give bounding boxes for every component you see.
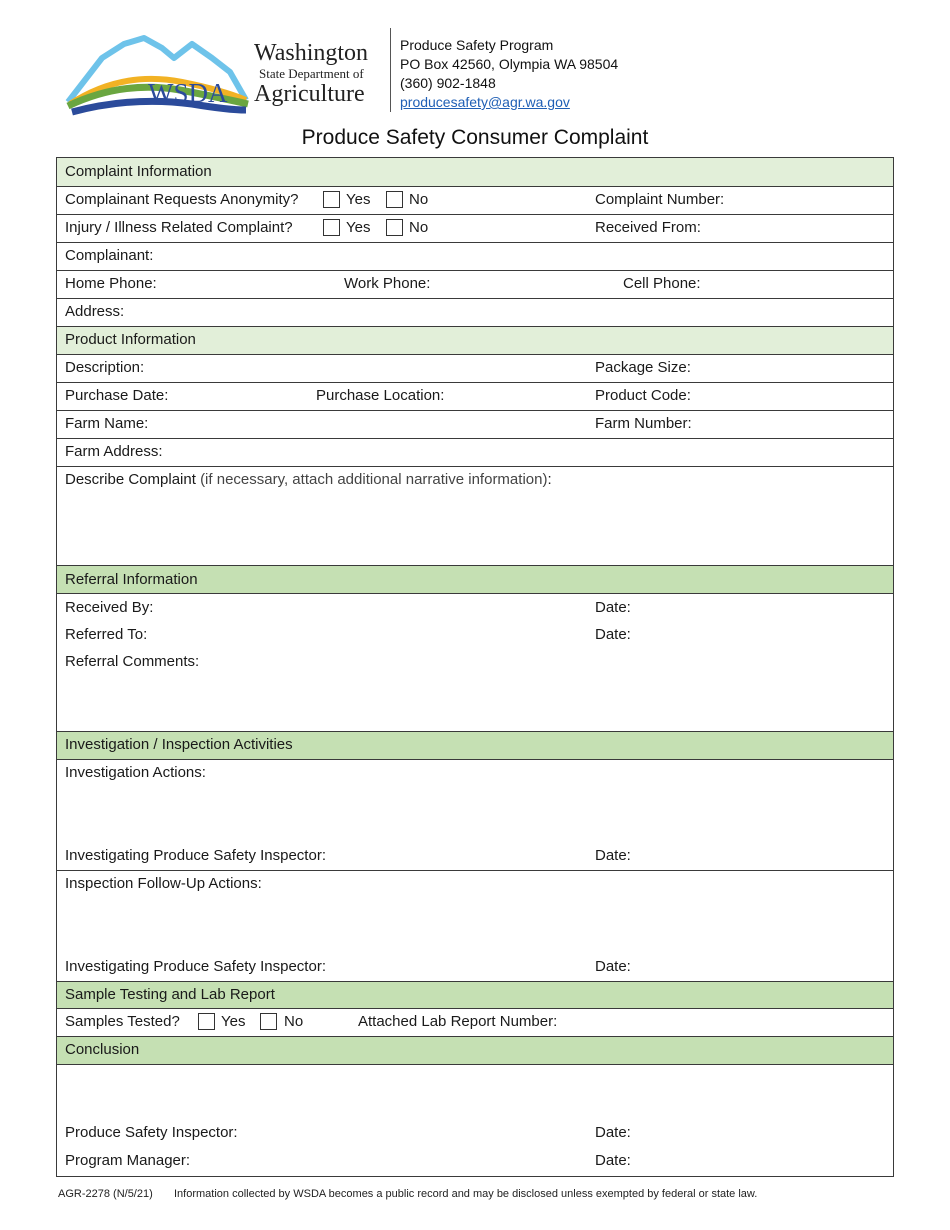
row-anonymity <box>57 187 893 215</box>
inspector-date-label: Date: <box>595 1124 631 1141</box>
anonymity-label: Complainant Requests Anonymity? <box>65 191 299 208</box>
section-title: Complaint Information <box>65 163 212 180</box>
lab-report-number-label: Attached Lab Report Number: <box>358 1013 558 1030</box>
referred-to-label: Referred To: <box>65 626 148 643</box>
farm-name-label: Farm Name: <box>65 415 149 432</box>
program-manager-date-label: Date: <box>595 1152 631 1169</box>
wsda-logo <box>62 30 252 118</box>
section-product-info <box>57 327 893 355</box>
injury-label: Injury / Illness Related Complaint? <box>65 219 293 236</box>
program-address: PO Box 42560, Olympia WA 98504 <box>400 56 619 72</box>
row-farm-address <box>57 439 893 467</box>
farm-address-label: Farm Address: <box>65 443 163 460</box>
received-by-date-label: Date: <box>595 599 631 616</box>
description-label: Description: <box>65 359 145 376</box>
row-complainant <box>57 243 893 271</box>
samples-yes-label: Yes <box>221 1013 246 1030</box>
followup-actions-label: Inspection Follow-Up Actions: <box>65 875 262 892</box>
injury-yes-checkbox[interactable] <box>323 219 340 236</box>
anonymity-yes-checkbox[interactable] <box>323 191 340 208</box>
purchase-date-label: Purchase Date: <box>65 387 169 404</box>
section-conclusion <box>57 1037 893 1065</box>
received-from-label: Received From: <box>595 219 701 236</box>
section-complaint-info <box>57 158 893 187</box>
complaint-form <box>56 157 894 1177</box>
logo-line-dept: State Department of <box>259 66 364 81</box>
row-injury <box>57 215 893 243</box>
samples-yes-checkbox[interactable] <box>198 1013 215 1030</box>
describe-complaint-hint: (if necessary, attach additional narrative information) <box>200 471 548 488</box>
row-description <box>57 355 893 383</box>
work-phone-label: Work Phone: <box>344 275 431 292</box>
package-size-label: Package Size: <box>595 359 691 376</box>
form-code: AGR-2278 (N/5/21) <box>58 1188 153 1200</box>
complainant-label: Complainant: <box>65 247 154 264</box>
program-manager-label: Program Manager: <box>65 1152 191 1169</box>
samples-tested-label: Samples Tested? <box>65 1013 180 1030</box>
purchase-location-label: Purchase Location: <box>316 387 445 404</box>
describe-complaint-label <box>65 471 552 489</box>
row-conclusion-block <box>57 1065 893 1176</box>
samples-no-label: No <box>284 1013 304 1030</box>
section-title: Sample Testing and Lab Report <box>65 986 275 1003</box>
investigating-inspector-label: Investigating Produce Safety Inspector: <box>65 847 326 864</box>
section-title: Conclusion <box>65 1041 140 1058</box>
header-divider <box>390 28 391 112</box>
program-email-link[interactable]: producesafety@agr.wa.gov <box>400 94 570 110</box>
investigation-date-label: Date: <box>595 847 631 864</box>
followup-date-label: Date: <box>595 958 631 975</box>
logo-line-agriculture: Agriculture <box>254 81 365 107</box>
anonymity-no-checkbox[interactable] <box>386 191 403 208</box>
logo-line-washington: Washington <box>254 40 369 66</box>
anonymity-yes-label: Yes <box>346 191 371 208</box>
contact-block <box>400 36 618 112</box>
program-phone: (360) 902-1848 <box>400 75 496 91</box>
complaint-number-label: Complaint Number: <box>595 191 725 208</box>
describe-complaint-colon: : <box>547 471 552 488</box>
received-by-label: Received By: <box>65 599 154 616</box>
row-phones <box>57 271 893 299</box>
section-referral-info <box>57 566 893 594</box>
followup-inspector-label: Investigating Produce Safety Inspector: <box>65 958 326 975</box>
home-phone-label: Home Phone: <box>65 275 157 292</box>
product-code-label: Product Code: <box>595 387 691 404</box>
referral-comments-label: Referral Comments: <box>65 653 200 670</box>
row-followup-actions <box>57 871 893 982</box>
samples-no-checkbox[interactable] <box>260 1013 277 1030</box>
row-investigation-actions <box>57 760 893 871</box>
injury-yes-label: Yes <box>346 219 371 236</box>
row-referral-block <box>57 594 893 732</box>
section-title: Referral Information <box>65 571 198 588</box>
injury-no-checkbox[interactable] <box>386 219 403 236</box>
logo-wordmark <box>254 40 380 107</box>
farm-number-label: Farm Number: <box>595 415 692 432</box>
address-label: Address: <box>65 303 125 320</box>
row-farm-name <box>57 411 893 439</box>
describe-complaint-title: Describe Complaint <box>65 471 196 488</box>
row-describe-complaint <box>57 467 893 566</box>
public-record-notice: Information collected by WSDA becomes a public record and may be disclosed unless exempted by federal or state law. <box>174 1188 758 1200</box>
row-samples-tested <box>57 1009 893 1037</box>
page-title: Produce Safety Consumer Complaint <box>301 126 649 149</box>
referred-to-date-label: Date: <box>595 626 631 643</box>
cell-phone-label: Cell Phone: <box>623 275 701 292</box>
injury-no-label: No <box>409 219 429 236</box>
section-investigation <box>57 732 893 760</box>
section-title: Investigation / Inspection Activities <box>65 736 293 753</box>
investigation-actions-label: Investigation Actions: <box>65 764 206 781</box>
section-title: Product Information <box>65 331 196 348</box>
row-address <box>57 299 893 327</box>
section-sample-testing <box>57 982 893 1009</box>
program-name: Produce Safety Program <box>400 37 554 53</box>
logo-wsda-text: WSDA <box>148 78 228 108</box>
inspector-label: Produce Safety Inspector: <box>65 1124 238 1141</box>
anonymity-no-label: No <box>409 191 429 208</box>
row-purchase <box>57 383 893 411</box>
wsda-logo-graphic <box>62 30 252 118</box>
